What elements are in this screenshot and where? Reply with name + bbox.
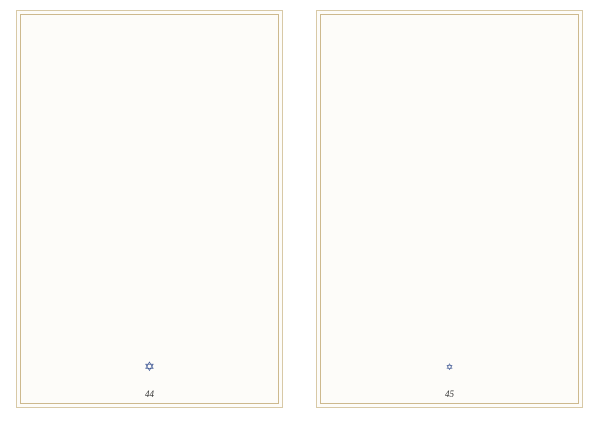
poem-line [41, 261, 270, 272]
stanza [41, 261, 270, 303]
poem-title [341, 49, 570, 59]
poem-line [341, 222, 570, 233]
stanza [41, 49, 270, 91]
poem-line [341, 211, 570, 222]
poem-line [41, 70, 270, 81]
poem-line [341, 95, 570, 106]
poem-line [41, 134, 270, 145]
stanza [341, 190, 570, 232]
poem-line [341, 296, 570, 307]
stanza [41, 102, 270, 144]
poem-body [341, 49, 570, 355]
poem-line [41, 240, 270, 251]
star-of-david-ornament-icon: ✡ [144, 360, 155, 375]
poem-line [341, 264, 570, 275]
poem-line [341, 306, 570, 317]
poem-line [41, 282, 270, 293]
poem-line [41, 155, 270, 166]
stanza [341, 296, 570, 338]
poem-line [41, 187, 270, 198]
stanza [41, 314, 270, 355]
running-head [327, 21, 572, 33]
poem-line [41, 81, 270, 92]
poem-line [341, 148, 570, 159]
poem-line [41, 335, 270, 346]
poem-line [41, 60, 270, 71]
poem-line [341, 169, 570, 180]
stanza [41, 155, 270, 197]
poem-line [341, 243, 570, 254]
page-number: 45 [445, 389, 454, 399]
poem-line [341, 116, 570, 127]
stanza [341, 137, 570, 179]
stanza [341, 243, 570, 285]
poem-line [341, 201, 570, 212]
right-page [316, 10, 583, 408]
poem-body [41, 49, 270, 355]
stanza [341, 84, 570, 126]
poem-line [41, 219, 270, 230]
poem-line [41, 314, 270, 325]
poem-line [341, 158, 570, 169]
stanza [41, 208, 270, 250]
left-page [16, 10, 283, 408]
poem-line [341, 105, 570, 116]
poem-line [41, 208, 270, 219]
poem-line [341, 328, 570, 339]
poem-line [41, 113, 270, 124]
poem-line [341, 137, 570, 148]
poem-line [41, 346, 270, 355]
poem-line [41, 166, 270, 177]
poem-line [341, 349, 570, 355]
poem-line [41, 102, 270, 113]
poem-line [41, 176, 270, 187]
poem-line [41, 49, 270, 60]
poem-line [41, 229, 270, 240]
poem-line [41, 123, 270, 134]
poem-line [341, 190, 570, 201]
poem-line [341, 317, 570, 328]
poem-line [341, 254, 570, 265]
page-number: 44 [145, 389, 154, 399]
poem-line [41, 293, 270, 304]
stanza [341, 349, 570, 355]
running-head [27, 21, 272, 33]
poem-line [341, 275, 570, 286]
poem-line [41, 324, 270, 335]
small-star-ornament-icon: ✡ [445, 363, 454, 373]
poem-line [41, 271, 270, 282]
poem-line [341, 84, 570, 95]
poem-dedication [353, 65, 570, 75]
